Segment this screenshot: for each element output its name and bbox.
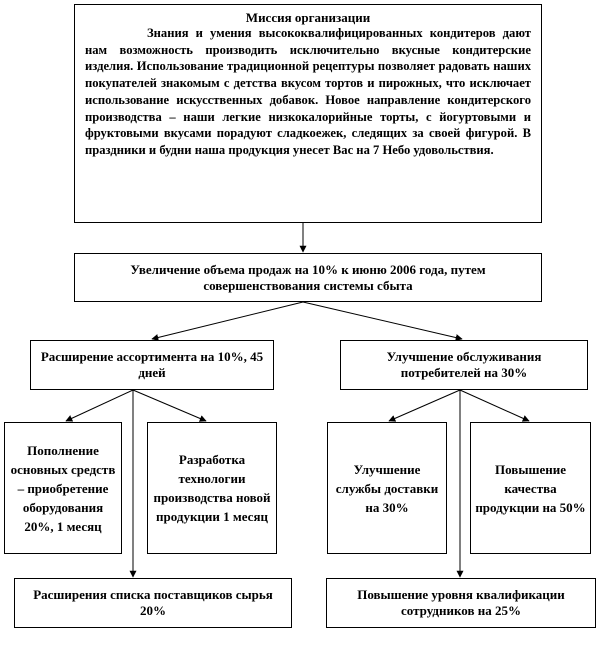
mission-box <box>74 4 542 223</box>
technology-box <box>147 422 277 554</box>
quality-box <box>470 422 591 554</box>
mission-title: Миссия организации <box>245 10 371 25</box>
mission-text: Знания и умения высококвалифицированных кондитеров дают нам возможность производить исключительно вкусные кондитерские изделия. Использование традиционной рецептуры позволяет радовать наших покупателей знакомым с детства вкусом тортов и пирожных, что исключает использование искусственных добавок. Новое направление кондитерского производства – наши легкие низкокалорийные торты, с йогуртовыми и фруктовыми вкусами порадуют сладкоежек, следящих за своей фигурой. В праздники и будни наша продукция унесет Вас на 7 Небо удовольствия. <box>85 26 531 157</box>
arrow-left-to-tech <box>133 390 206 421</box>
suppliers-box <box>14 578 292 628</box>
arrow-left-to-assets <box>66 390 133 421</box>
assortment-goal-text: Расширение ассортимента на 10%, 45 дней <box>40 349 264 380</box>
suppliers-text: Расширения списка поставщиков сырья 20% <box>33 587 273 618</box>
staff-qualification-box <box>326 578 596 628</box>
arrow-goal-to-right-branch <box>303 302 462 339</box>
fixed-assets-text: Пополнение основных средств – приобретение оборудования 20%, 1 месяц <box>10 442 116 534</box>
arrow-goal-to-left-branch <box>152 302 303 339</box>
delivery-box <box>327 422 447 554</box>
main-goal-box <box>74 253 542 302</box>
arrow-right-to-delivery <box>389 390 460 421</box>
service-goal-text: Улучшение обслуживания потребителей на 30% <box>386 349 542 380</box>
staff-qualification-text: Повышение уровня квалификации сотрудников на 25% <box>357 587 565 618</box>
quality-text: Повышение качества продукции на 50% <box>475 461 586 515</box>
technology-text: Разработка технологии производства новой продукции 1 месяц <box>153 452 271 524</box>
fixed-assets-box <box>4 422 122 554</box>
assortment-goal-box <box>30 340 274 390</box>
arrow-right-to-quality <box>460 390 529 421</box>
main-goal-text: Увеличение объема продаж на 10% к июню 2006 года, путем совершенствования системы сбыта <box>130 261 486 293</box>
delivery-text: Улучшение службы доставки на 30% <box>335 461 439 515</box>
service-goal-box <box>340 340 588 390</box>
